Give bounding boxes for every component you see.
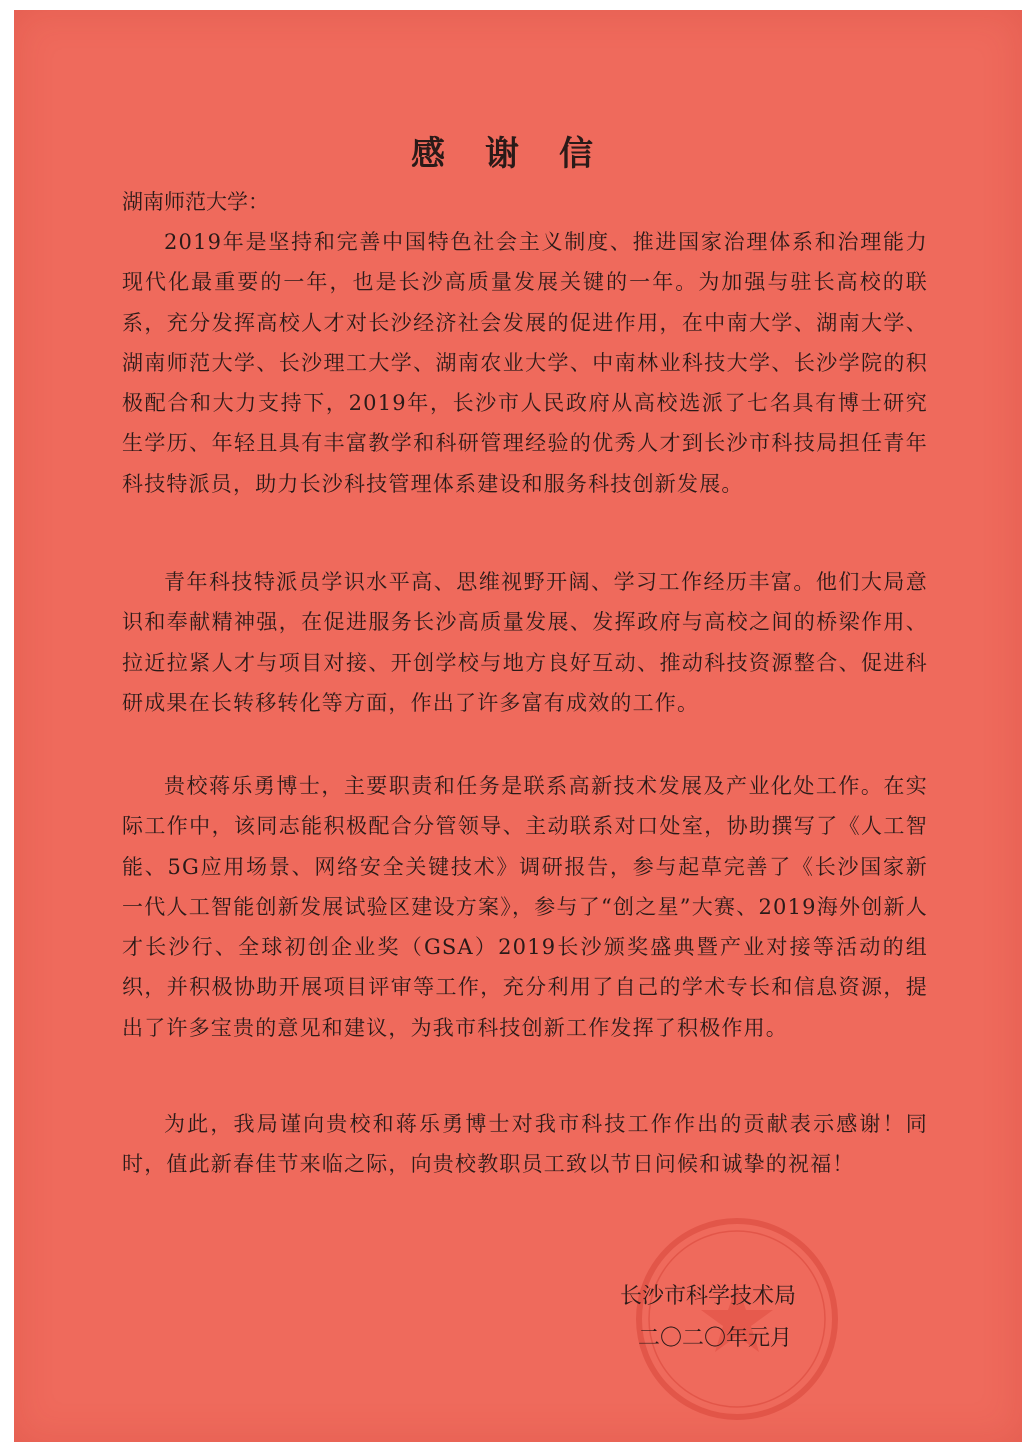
letter-paragraph: 2019年是坚持和完善中国特色社会主义制度、推进国家治理体系和治理能力现代化最重要的一年，也是长沙高质量发展关键的一年。为加强与驻长高校的联系，充分发挥高校人才对长沙经济社会发展的促进作用，在中南大学、湖南大学、湖南师范大学、长沙理工大学、湖南农业大学、中南林业科技大学、长沙学院的积极配合和大力支持下，2019年，长沙市人民政府从高校选派了七名具有博士研究生学历、年轻且具有丰富教学和科研管理经验的优秀人才到长沙市科技局担任青年科技特派员，助力长沙科技管理体系建设和服务科技创新发展。 (122, 230, 928, 496)
letter-paragraph: 贵校蒋乐勇博士，主要职责和任务是联系高新技术发展及产业化处工作。在实际工作中，该同志能积极配合分管领导、主动联系对口处室，协助撰写了《人工智能、5G应用场景、网络安全关键技术》调研报告，参与起草完善了《长沙国家新一代人工智能创新发展试验区建设方案》，参与了“创之星”大赛、2019海外创新人才长沙行、全球初创企业奖（GSA）2019长沙颁奖盛典暨产业对接等活动的组织，并积极协助开展项目评审等工作，充分利用了自己的学术专长和信息资源，提出了许多宝贵的意见和建议，为我市科技创新工作发挥了积极作用。 (122, 774, 928, 1040)
signature-organization: 长沙市科学技术局 (620, 1284, 797, 1309)
letter-paragraph: 为此，我局谨向贵校和蒋乐勇博士对我市科技工作作出的贡献表示感谢！同时，值此新春佳节来临之际，向贵校教职员工致以节日问候和诚挚的祝福！ (122, 1112, 928, 1177)
signature-date: 二〇二〇年元月 (638, 1326, 793, 1351)
letter-title: 感谢信 (411, 134, 633, 174)
signature-block (620, 1276, 796, 1360)
letter-paragraph: 青年科技特派员学识水平高、思维视野开阔、学习工作经历丰富。他们大局意识和奉献精神强，在促进服务长沙高质量发展、发挥政府与高校之间的桥梁作用、拉近拉紧人才与项目对接、开创学校与地方良好互动、推动科技资源整合、促进科研成果在长转移转化等方面，作出了许多富有成效的工作。 (122, 570, 928, 715)
letter-salutation: 湖南师范大学： (122, 190, 269, 214)
